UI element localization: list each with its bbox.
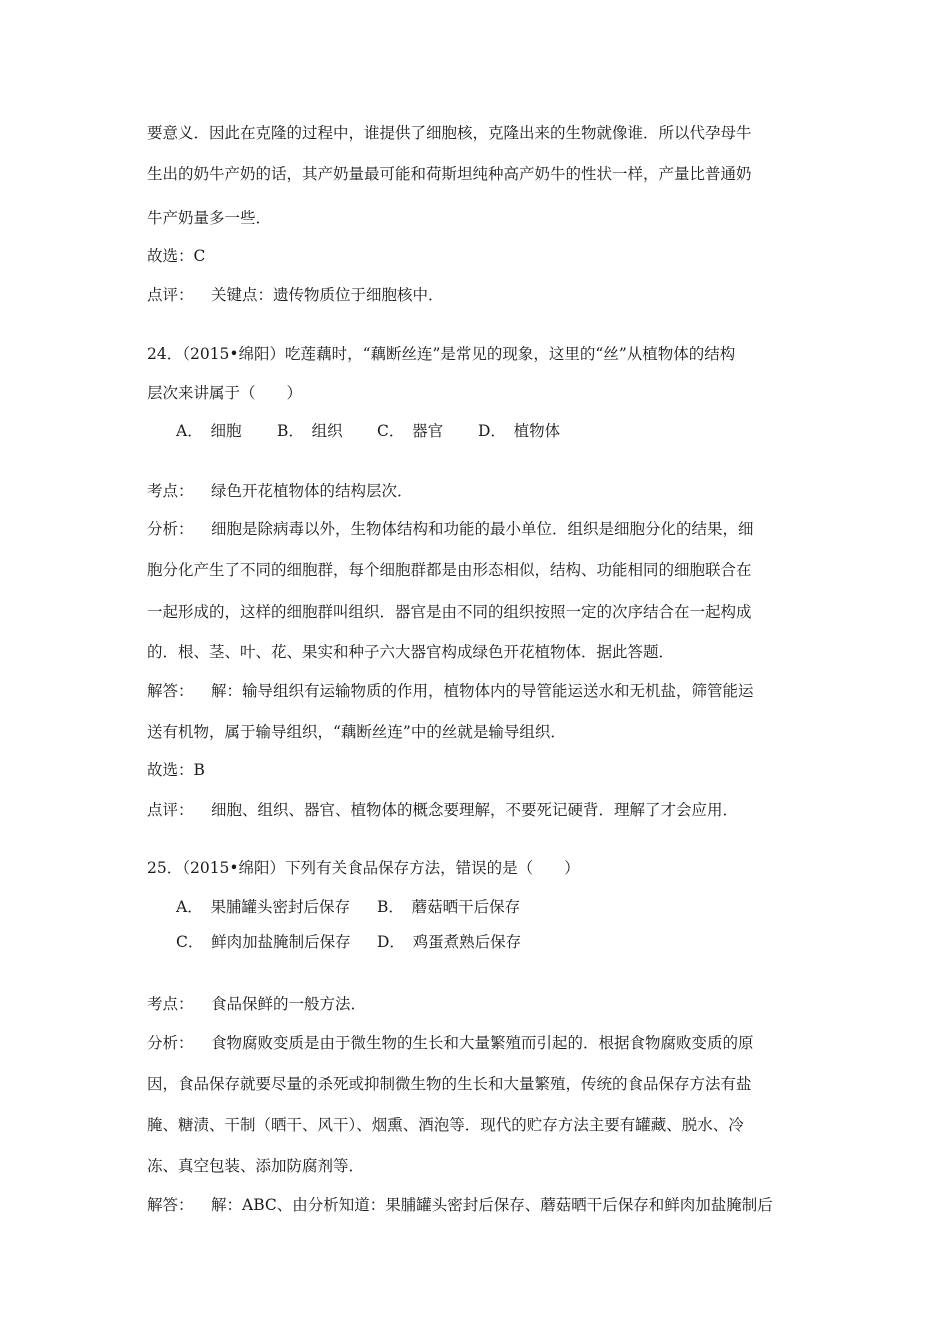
q24-kaodian: [147, 481, 413, 501]
kaodian-label: 考点：: [147, 482, 194, 500]
comment-text: 细胞、组织、器官、植物体的概念要理解，不要死记硬背．理解了才会应用．: [211, 801, 739, 819]
q24-option-c: C． 器官: [377, 422, 444, 440]
answer-line: 故选：B: [147, 761, 205, 779]
text-line: 送有机物，属于输导组织，“藕断丝连”中的丝就是输导组织．: [147, 723, 566, 741]
comment-text: 关键点：遗传物质位于细胞核中．: [211, 286, 444, 304]
text-line: 腌、糖渍、干制（晒干、风干）、烟熏、酒泡等．现代的贮存方法主要有罐藏、脱水、冷: [147, 1116, 744, 1134]
jieda-text: 解：输导组织有运输物质的作用，植物体内的导管能运送水和无机盐，筛管能运: [211, 682, 754, 700]
fenxi-text: 食物腐败变质是由于微生物的生长和大量繁殖而引起的．根据食物腐败变质的原: [211, 1034, 754, 1052]
q25-jieda: [147, 1195, 773, 1215]
q25-option-a: A． 果脯罐头密封后保存: [176, 898, 350, 916]
text-line: 一起形成的，这样的细胞群叫组织．器官是由不同的组织按照一定的次序结合在一起构成: [147, 603, 752, 621]
q25-option-c: C． 鲜肉加盐腌制后保存: [176, 933, 351, 951]
text-line: 牛产奶量多一些．: [147, 209, 272, 227]
q24-jieda: [147, 681, 754, 701]
fenxi-text: 细胞是除病毒以外，生物体结构和功能的最小单位．组织是细胞分化的结果，细: [211, 520, 754, 538]
fenxi-label: 分析：: [147, 520, 194, 538]
q24-option-a: A． 细胞: [176, 422, 242, 440]
text-line: 冻、真空包装、添加防腐剂等．: [147, 1157, 365, 1175]
jieda-text: 解：ABC、由分析知道：果脯罐头密封后保存、蘑菇晒干后保存和鲜肉加盐腌制后: [211, 1196, 773, 1214]
kaodian-text: 绿色开花植物体的结构层次．: [211, 482, 413, 500]
q24-option-b: B． 组织: [277, 422, 343, 440]
text-line: 胞分化产生了不同的细胞群，每个细胞群都是由形态相似，结构、功能相同的细胞联合在: [147, 561, 752, 579]
q25-option-b: B． 蘑菇晒干后保存: [377, 898, 521, 916]
comment-line: [147, 285, 444, 305]
answer-line: 故选：C: [147, 247, 206, 265]
kaodian-text: 食品保鲜的一般方法．: [211, 995, 367, 1013]
comment-label: 点评：: [147, 286, 194, 304]
q24-comment: [147, 800, 738, 820]
text-line: 生出的奶牛产奶的话，其产奶量最可能和荷斯坦纯种高产奶牛的性状一样，产量比普通奶: [147, 165, 752, 183]
question-24-stem-cont: 层次来讲属于（ ）: [147, 384, 303, 402]
q25-option-d: D． 鸡蛋煮熟后保存: [377, 933, 522, 951]
q24-option-d: D． 植物体: [478, 422, 561, 440]
jieda-label: 解答：: [147, 682, 194, 700]
text-line: 要意义．因此在克隆的过程中，谁提供了细胞核，克隆出来的生物就像谁．所以代孕母牛: [147, 124, 752, 142]
text-line: 因，食品保存就要尽量的杀死或抑制微生物的生长和大量繁殖，传统的食品保存方法有盐: [147, 1075, 752, 1093]
comment-label: 点评：: [147, 801, 194, 819]
jieda-label: 解答：: [147, 1196, 194, 1214]
fenxi-label: 分析：: [147, 1034, 194, 1052]
question-25-stem: 25．（2015•绵阳）下列有关食品保存方法，错误的是（ ）: [147, 859, 580, 877]
q24-fenxi: [147, 519, 754, 539]
text-line: 的．根、茎、叶、花、果实和种子六大器官构成绿色开花植物体．据此答题．: [147, 643, 675, 661]
q25-fenxi: [147, 1033, 754, 1053]
question-24-stem: 24．（2015•绵阳）吃莲藕时，“藕断丝连”是常见的现象，这里的“丝”从植物体的结构: [147, 345, 736, 363]
q25-kaodian: [147, 994, 366, 1014]
kaodian-label: 考点：: [147, 995, 194, 1013]
